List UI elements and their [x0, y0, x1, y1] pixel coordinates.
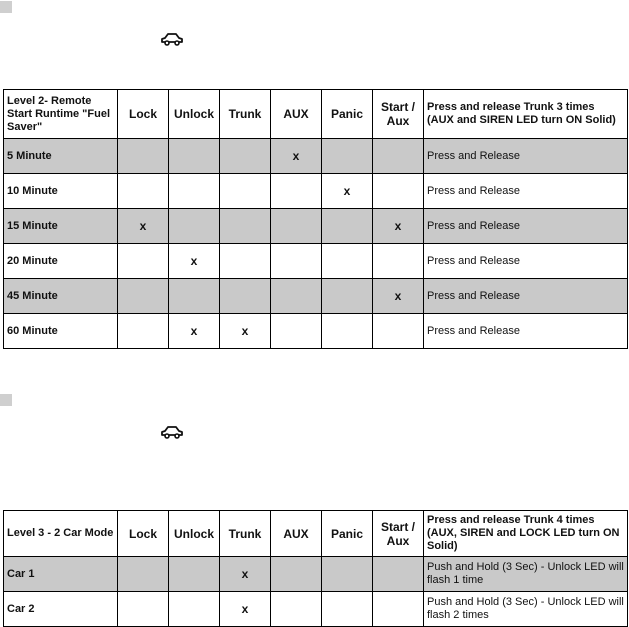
row-action: Push and Hold (3 Sec) - Unlock LED will flash 2 times [424, 592, 628, 627]
table-row [4, 209, 628, 244]
cell [322, 557, 373, 592]
header-cell-start-aux: Start / Aux [373, 511, 424, 557]
cell [169, 592, 220, 627]
row-label: Car 2 [4, 592, 118, 627]
header-cell-instruction: Press and release Trunk 4 times (AUX, SIREN and LOCK LED turn ON Solid) [424, 511, 628, 557]
cell [118, 244, 169, 279]
cell [220, 209, 271, 244]
cell [271, 209, 322, 244]
header-cell-lock: Lock [118, 90, 169, 139]
cell [322, 592, 373, 627]
header-cell-aux: AUX [271, 511, 322, 557]
cell: x [373, 209, 424, 244]
cell [118, 557, 169, 592]
cell [118, 592, 169, 627]
cell [169, 279, 220, 314]
row-label: 60 Minute [4, 314, 118, 349]
cell [169, 174, 220, 209]
cell [322, 314, 373, 349]
cell [169, 139, 220, 174]
table-header-row [4, 90, 628, 139]
cell: x [118, 209, 169, 244]
cell [118, 314, 169, 349]
header-cell-unlock: Unlock [169, 90, 220, 139]
header-cell-panic: Panic [322, 511, 373, 557]
cell: x [271, 139, 322, 174]
cell [220, 244, 271, 279]
header-cell-unlock: Unlock [169, 511, 220, 557]
cell [322, 279, 373, 314]
header-cell-trunk: Trunk [220, 511, 271, 557]
cell [118, 279, 169, 314]
table-row [4, 279, 628, 314]
cell [322, 244, 373, 279]
cell [271, 279, 322, 314]
row-action: Press and Release [424, 174, 628, 209]
cell: x [220, 314, 271, 349]
row-label: 5 Minute [4, 139, 118, 174]
row-action: Push and Hold (3 Sec) - Unlock LED will flash 1 time [424, 557, 628, 592]
row-label: 15 Minute [4, 209, 118, 244]
cell [220, 279, 271, 314]
table-row [4, 139, 628, 174]
cell [373, 557, 424, 592]
cell [220, 139, 271, 174]
row-action: Press and Release [424, 244, 628, 279]
header-cell: Level 3 - 2 Car Mode [4, 511, 118, 557]
row-action: Press and Release [424, 314, 628, 349]
cell [169, 557, 220, 592]
section-marker-icon [0, 1, 12, 13]
cell [169, 209, 220, 244]
cell: x [373, 279, 424, 314]
row-label: Car 1 [4, 557, 118, 592]
header-cell-trunk: Trunk [220, 90, 271, 139]
header-cell-aux: AUX [271, 90, 322, 139]
cell [373, 314, 424, 349]
cell: x [169, 314, 220, 349]
car-outline-icon [159, 424, 185, 440]
cell [271, 592, 322, 627]
table-row [4, 314, 628, 349]
header-cell-instruction: Press and release Trunk 3 times (AUX and SIREN LED turn ON Solid) [424, 90, 628, 139]
table-row [4, 244, 628, 279]
header-cell-lock: Lock [118, 511, 169, 557]
cell [373, 592, 424, 627]
section-marker-icon [0, 394, 12, 406]
cell [118, 139, 169, 174]
cell [271, 244, 322, 279]
cell: x [220, 592, 271, 627]
cell [220, 174, 271, 209]
cell [118, 174, 169, 209]
cell: x [169, 244, 220, 279]
car-outline-icon [159, 31, 185, 47]
header-cell-start-aux: Start / Aux [373, 90, 424, 139]
header-cell: Level 2- Remote Start Runtime "Fuel Saver" [4, 90, 118, 139]
header-cell-panic: Panic [322, 90, 373, 139]
row-label: 20 Minute [4, 244, 118, 279]
table-row [4, 174, 628, 209]
cell [271, 174, 322, 209]
cell [271, 557, 322, 592]
table-row [4, 592, 628, 627]
cell: x [220, 557, 271, 592]
table-header-row [4, 511, 628, 557]
row-label: 10 Minute [4, 174, 118, 209]
cell [271, 314, 322, 349]
row-label: 45 Minute [4, 279, 118, 314]
row-action: Press and Release [424, 279, 628, 314]
cell [322, 209, 373, 244]
cell: x [322, 174, 373, 209]
cell [373, 174, 424, 209]
row-action: Press and Release [424, 139, 628, 174]
row-action: Press and Release [424, 209, 628, 244]
cell [322, 139, 373, 174]
level3-table [3, 510, 628, 627]
cell [373, 244, 424, 279]
level2-table [3, 89, 628, 349]
cell [373, 139, 424, 174]
table-row [4, 557, 628, 592]
